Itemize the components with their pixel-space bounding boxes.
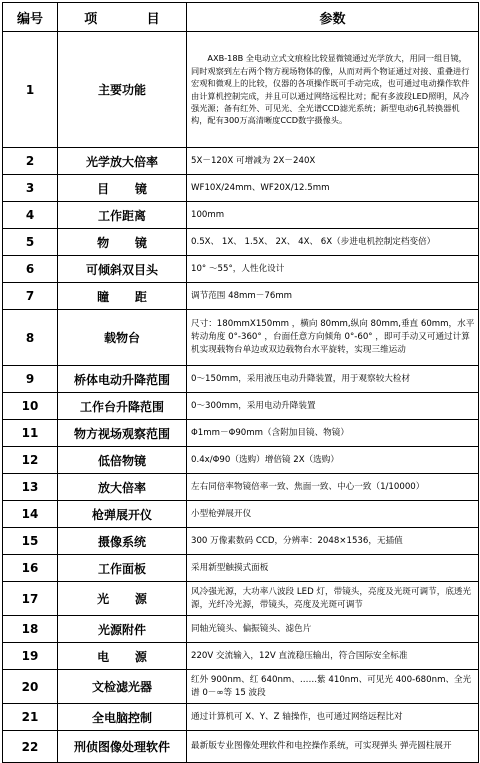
row-param: 100mm	[187, 202, 479, 229]
table-row	[3, 528, 479, 555]
row-item: 摄像系统	[58, 528, 187, 555]
row-number: 10	[3, 393, 58, 420]
header-row	[3, 3, 479, 32]
row-item: 主要功能	[58, 32, 187, 148]
table-row	[3, 32, 479, 148]
table-row	[3, 731, 479, 763]
table-row	[3, 643, 479, 670]
table-row	[3, 256, 479, 283]
table-row	[3, 283, 479, 310]
table-row	[3, 582, 479, 616]
row-number: 17	[3, 582, 58, 616]
row-number: 12	[3, 447, 58, 474]
row-param: AXB-18B 全电动立式文痕检比较显微镜通过光学放大，用同一组目镜，同时观察到左右两个物方视场物体的像，从而对两个物证通过对接、重叠进行宏观和微观上的比较，仪器的各项操作既可手动完成，也可通过电动操作软件由计算机控制完成，并且可以通过网络远程比对；配有多波段LED照明，风冷强光源；备有红外、可见光、全光谱CCD滤光系统；新型电动6孔转换器机构，配有300万高清晰度CCD数字摄像头。	[187, 32, 479, 148]
row-param: 0.4x/Φ90（选购）增倍镜 2X（选购）	[187, 447, 479, 474]
row-number: 19	[3, 643, 58, 670]
header-no: 编号	[3, 3, 58, 32]
row-item: 刑侦图像处理软件	[58, 731, 187, 763]
row-number: 14	[3, 501, 58, 528]
row-item: 物方视场观察范围	[58, 420, 187, 447]
row-param: 调节范围 48mm－76mm	[187, 283, 479, 310]
row-item: 可倾斜双目头	[58, 256, 187, 283]
row-item: 低倍物镜	[58, 447, 187, 474]
row-item: 光学放大倍率	[58, 148, 187, 175]
table-row	[3, 616, 479, 643]
table-row	[3, 393, 479, 420]
row-number: 18	[3, 616, 58, 643]
spec-sheet	[2, 2, 478, 763]
row-number: 7	[3, 283, 58, 310]
header-param: 参数	[187, 3, 479, 32]
row-param: 0～300mm，采用电动升降装置	[187, 393, 479, 420]
row-number: 11	[3, 420, 58, 447]
table-row	[3, 148, 479, 175]
row-item: 光 源	[58, 582, 187, 616]
table-row	[3, 229, 479, 256]
table-row	[3, 310, 479, 366]
row-number: 1	[3, 32, 58, 148]
header-item: 项 目	[58, 3, 187, 32]
row-number: 6	[3, 256, 58, 283]
row-item: 桥体电动升降范围	[58, 366, 187, 393]
row-number: 2	[3, 148, 58, 175]
table-row	[3, 704, 479, 731]
row-param: WF10X/24mm、WF20X/12.5mm	[187, 175, 479, 202]
row-item: 工作台升降范围	[58, 393, 187, 420]
table-row	[3, 474, 479, 501]
row-param: 小型枪弹展开仪	[187, 501, 479, 528]
row-param: 风冷强光源，大功率八波段 LED 灯，带镜头，亮度及光斑可调节，底透光源，光纤冷光源，带镜头，亮度及光斑可调节	[187, 582, 479, 616]
row-number: 21	[3, 704, 58, 731]
table-row	[3, 202, 479, 229]
table-row	[3, 501, 479, 528]
row-number: 3	[3, 175, 58, 202]
row-item: 枪弹展开仪	[58, 501, 187, 528]
table-row	[3, 447, 479, 474]
row-number: 5	[3, 229, 58, 256]
row-item: 光源附件	[58, 616, 187, 643]
row-item: 文检滤光器	[58, 670, 187, 704]
row-number: 15	[3, 528, 58, 555]
row-number: 22	[3, 731, 58, 763]
row-param: 220V 交流输入，12V 直流稳压输出，符合国际安全标准	[187, 643, 479, 670]
row-param: 300 万像素数码 CCD，分辨率：2048×1536，无插值	[187, 528, 479, 555]
row-param: 左右同倍率物镜倍率一致、焦面一致、中心一致（1/10000）	[187, 474, 479, 501]
table-row	[3, 670, 479, 704]
row-number: 8	[3, 310, 58, 366]
row-param: 5X－120X 可增减为 2X－240X	[187, 148, 479, 175]
row-item: 全电脑控制	[58, 704, 187, 731]
row-param: 0～150mm，采用液压电动升降装置，用于观察较大检材	[187, 366, 479, 393]
row-param: Φ1mm－Φ90mm（含附加目镜、物镜）	[187, 420, 479, 447]
row-item: 电 源	[58, 643, 187, 670]
table-row	[3, 175, 479, 202]
row-item: 工作距离	[58, 202, 187, 229]
row-item: 放大倍率	[58, 474, 187, 501]
row-param: 尺寸：180mmX150mm ，横向 80mm,纵向 80mm,垂直 60mm，水平转动角度 0°-360° ，台面任意方向倾角 0°-60° ，即可手动又可通过计算机实现载物台单边或双边载物台水平旋转，实现三维运动	[187, 310, 479, 366]
row-number: 16	[3, 555, 58, 582]
row-param: 通过计算机可 X、Y、Z 轴操作，也可通过网络远程比对	[187, 704, 479, 731]
row-number: 4	[3, 202, 58, 229]
row-number: 13	[3, 474, 58, 501]
row-param: 最新版专业图像处理软件和电控操作系统，可实现弹头 弹壳圆柱展开	[187, 731, 479, 763]
row-number: 9	[3, 366, 58, 393]
row-param: 10° ～55°，人性化设计	[187, 256, 479, 283]
row-item: 物 镜	[58, 229, 187, 256]
row-number: 20	[3, 670, 58, 704]
row-param: 采用新型触摸式面板	[187, 555, 479, 582]
row-param: 同轴光镜头、偏振镜头、滤色片	[187, 616, 479, 643]
row-item: 载物台	[58, 310, 187, 366]
spec-table	[2, 2, 479, 763]
row-item: 工作面板	[58, 555, 187, 582]
row-param: 0.5X、 1X、 1.5X、 2X、 4X、 6X（步进电机控制定档变倍）	[187, 229, 479, 256]
table-row	[3, 420, 479, 447]
table-row	[3, 555, 479, 582]
table-row	[3, 366, 479, 393]
row-item: 瞳 距	[58, 283, 187, 310]
row-param: 红外 900nm、红 640nm、……紫 410nm、可见光 400-680nm、全光谱 0－∞等 15 波段	[187, 670, 479, 704]
row-item: 目 镜	[58, 175, 187, 202]
